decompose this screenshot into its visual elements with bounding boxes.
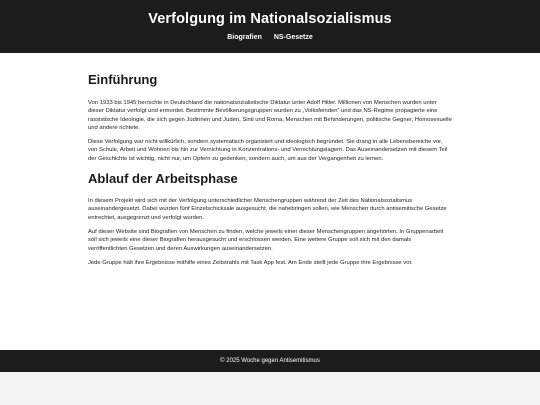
- site-footer: [0, 350, 540, 372]
- section-ablauf: [88, 171, 452, 267]
- section-heading-ablauf: Ablauf der Arbeitsphase: [88, 171, 238, 187]
- site-header: [0, 0, 540, 53]
- site-title: Verfolgung im Nationalsozialismus: [148, 11, 392, 27]
- main-content: [0, 53, 540, 350]
- section-heading-einfuehrung: Einführung: [88, 72, 158, 87]
- paragraph: Diese Verfolgung war nicht willkürlich, sondern systematisch organisiert und ideologisch begründet. Sie drang in alle Lebensbereiche vor, von Schule, Arbeit und Wohnen bis hin zur Vernichtung in Konzentrations- und Vernichtungslagern. Das Auseinandersetzen mit diesem Teil der Geschichte ist wichtig, nicht nur, um Opfern zu gedenken, sondern auch, um aus der Vergangenheit zu lernen.: [88, 139, 448, 162]
- main-nav: [0, 34, 540, 41]
- paragraph: Von 1933 bis 1945 herrschte in Deutschland die nationalsozialistische Diktatur unter Adolf Hitler. Millionen von Menschen wurden unter dieser Diktatur verfolgt und ermordet. Bestimmte Bevölkerungsgruppen wurden zu „Volksfeinden“ und das NS-Regime propagierte eine rassistische Ideologie, die sich gegen Jüdinnen und Juden, Sinti und Roma, Menschen mit Behinderungen, politische Gegner, Homosexuelle und andere richtete.: [88, 100, 452, 131]
- section-einfuehrung: [88, 72, 452, 163]
- paragraph: In diesem Projekt wird sich mit der Verfolgung unterschiedlicher Menschengruppen während der Zeit des Nationalsozialismus auseinandergesetzt. Dabei wurden fünf Einzelschicksale ausgesucht, die nahebringen sollen, wie Menschen durch antisemitische Gesetze entrechtet, ausgegrenzt und verfolgt wurden.: [88, 198, 447, 221]
- footer-text: © 2025 Woche gegen Antisemitismus: [220, 358, 320, 364]
- paragraph: Jede Gruppe hält ihre Ergebnisse mithilfe eines Zeitstrahls mit Task App fest. Am Ende stellt jede Gruppe ihre Ergebnisse vor.: [88, 259, 413, 266]
- nav-link-biografien[interactable]: Biografien: [227, 34, 262, 41]
- nav-link-ns-gesetze[interactable]: NS-Gesetze: [273, 34, 313, 41]
- paragraph: Auf dieser Website sind Biografien von Menschen zu finden, welche jeweils einer dieser Menschengruppen angehörten. In Gruppenarbeit soll sich jeweils eine dieser Biografien herausgesucht und erschlossen werden. Eine weitere Gruppe soll sich mit den damals veröffentlichten Gesetzen und deren Auswirkungen auseinandersetzen.: [88, 228, 444, 252]
